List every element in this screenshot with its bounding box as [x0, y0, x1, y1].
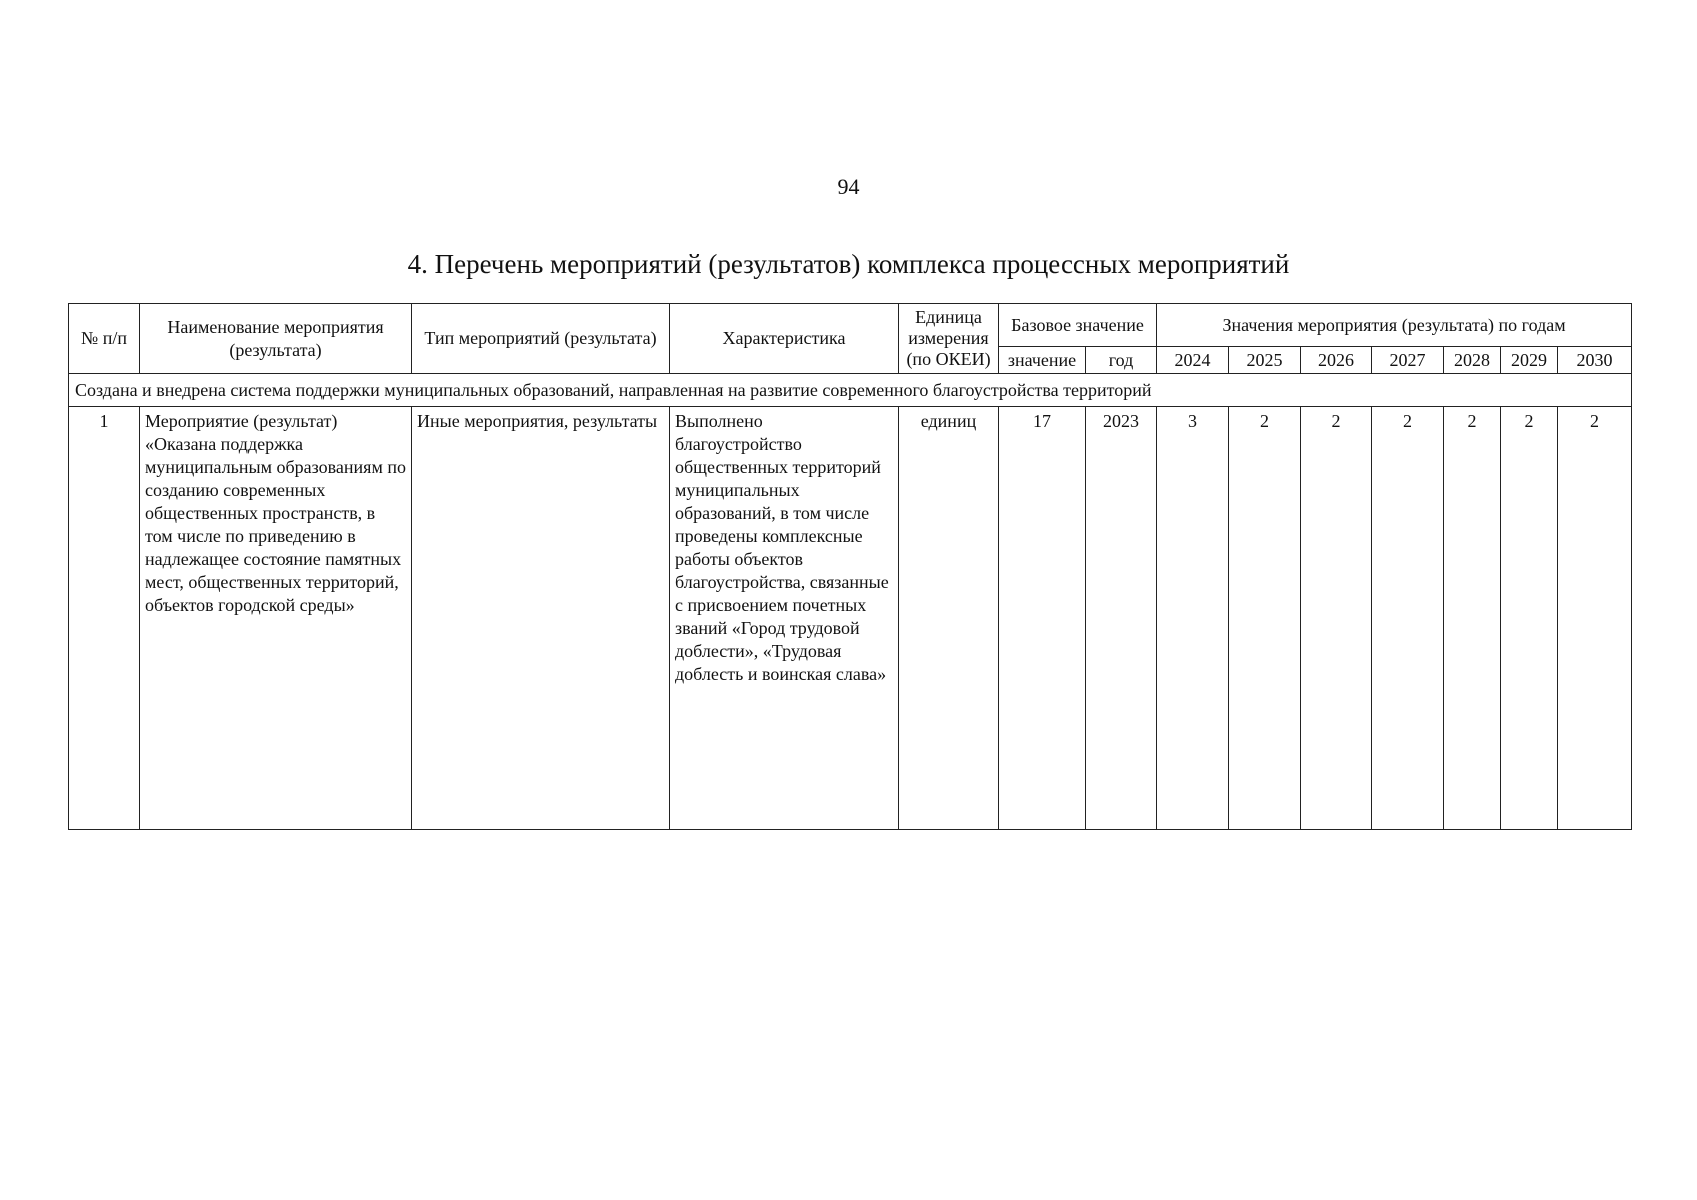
- row-value-2029: 2: [1501, 407, 1558, 830]
- header-years-group: Значения мероприятия (результата) по годам: [1157, 304, 1632, 347]
- header-characteristic: Характеристика: [670, 304, 899, 374]
- page-number: 94: [837, 174, 860, 199]
- row-name: Мероприятие (результат) «Оказана поддержка муниципальным образованиям по созданию современных общественных пространств, в том числе по приведению в надлежащее состояние памятных мест, общественных территорий, объектов городской среды»: [140, 407, 412, 830]
- header-base: Базовое значение: [999, 304, 1157, 347]
- row-base-year: 2023: [1086, 407, 1157, 830]
- header-year-2027: 2027: [1372, 347, 1444, 374]
- row-value-2027: 2: [1372, 407, 1444, 830]
- header-year-2024: 2024: [1157, 347, 1229, 374]
- row-type: Иные мероприятия, результаты: [412, 407, 670, 830]
- table-row: [69, 407, 1632, 830]
- row-value-2030: 2: [1558, 407, 1632, 830]
- document-title: 4. Перечень мероприятий (результатов) комплекса процессных мероприятий: [407, 249, 1290, 279]
- header-base-year: год: [1086, 347, 1157, 374]
- section-row: [69, 374, 1632, 407]
- header-unit: Единица измерения (по ОКЕИ): [899, 304, 999, 374]
- row-num: 1: [69, 407, 140, 830]
- row-value-2026: 2: [1301, 407, 1372, 830]
- header-num: № п/п: [69, 304, 140, 374]
- header-base-value: значение: [999, 347, 1086, 374]
- row-characteristic: Выполнено благоустройство общественных территорий муниципальных образований, в том числе проведены комплексные работы объектов благоустройства, связанные с присвоением почетных званий «Город трудовой доблести», «Трудовая доблесть и воинская слава»: [670, 407, 899, 830]
- row-value-2024: 3: [1157, 407, 1229, 830]
- header-year-2026: 2026: [1301, 347, 1372, 374]
- header-year-2029: 2029: [1501, 347, 1558, 374]
- row-unit: единиц: [899, 407, 999, 830]
- measures-table: [68, 303, 1632, 830]
- row-base-value: 17: [999, 407, 1086, 830]
- header-name: Наименование мероприятия (результата): [140, 304, 412, 374]
- header-year-2025: 2025: [1229, 347, 1301, 374]
- section-title: Создана и внедрена система поддержки муниципальных образований, направленная на развитие современного благоустройства территорий: [69, 374, 1632, 407]
- row-value-2025: 2: [1229, 407, 1301, 830]
- header-year-2030: 2030: [1558, 347, 1632, 374]
- header-year-2028: 2028: [1444, 347, 1501, 374]
- header-type: Тип мероприятий (результата): [412, 304, 670, 374]
- row-value-2028: 2: [1444, 407, 1501, 830]
